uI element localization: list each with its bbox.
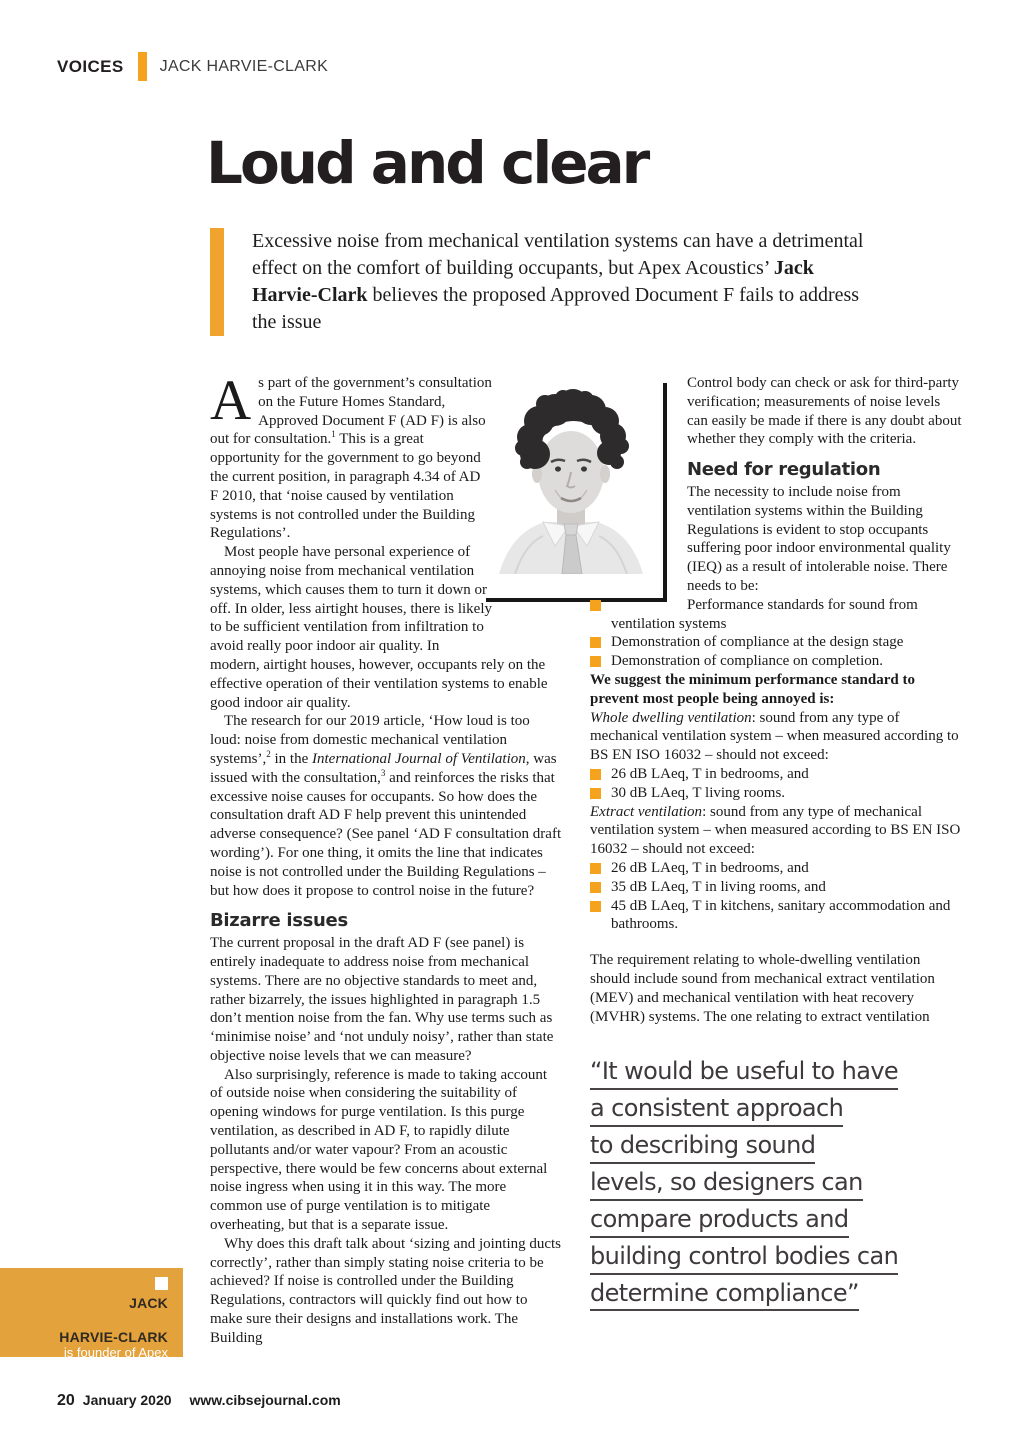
standfirst-author-bold: Jack Harvie-Clark: [252, 257, 814, 306]
issue-date: January 2020: [82, 1392, 172, 1408]
bullet-text: 26 dB LAeq, T in bedrooms, and: [611, 859, 809, 876]
paragraph-whole-dwelling: [590, 709, 962, 765]
header-author-name: JACK HARVIE-CLARK: [159, 57, 329, 75]
standfirst-text: [252, 228, 867, 336]
para3-text: and reinforces the risks that excessive noise causes for occupants. So how does the consultation draft AD F help prevent this unintended adverse consequence? (See panel ‘AD F consultation draft wording’). For one thing, it omits the line that indicates noise is not controlled under the Building Regulations – but how does it propose to control noise in the future?: [210, 769, 562, 899]
pull-quote-line: compare products and: [590, 1206, 849, 1238]
standfirst-part1: Excessive noise from mechanical ventilation systems can have a detrimental effect on the comfort of building occupants, but Apex Acoustics’: [252, 230, 864, 279]
author-box: [0, 1268, 183, 1375]
drop-cap: A: [210, 369, 252, 432]
term-whole-dwelling: Whole dwelling ventilation: [590, 709, 752, 726]
para3-text: , was issued with the consultation,: [210, 750, 557, 786]
footnote-marker-2: 2: [266, 748, 271, 759]
list-item: [590, 878, 962, 897]
bullet-square-icon: [590, 863, 601, 874]
right-column: [590, 374, 962, 1348]
pull-quote-line: “It would be useful to have: [590, 1058, 898, 1090]
whole-dwelling-text: : sound from any type of mechanical ventilation system – when measured according to BS EN ISO 16032 – should not exceed:: [590, 709, 959, 764]
standfirst: [210, 228, 870, 336]
para3-text: in the: [270, 750, 312, 767]
bullet-square-icon: [590, 901, 601, 912]
whole-dwelling-bullet-list: [590, 765, 962, 803]
white-square-icon: [155, 1277, 168, 1290]
page-header: [57, 52, 328, 81]
extract-text: : sound from any type of mechanical ventilation system – when measured according to BS EN ISO 16032 – should not exceed:: [590, 803, 961, 858]
author-name-line: JACK: [129, 1295, 168, 1311]
bullet-text: 30 dB LAeq, T living rooms.: [611, 784, 786, 801]
pull-quote-line: a consistent approach: [590, 1095, 843, 1127]
paragraph-requirement: The requirement relating to whole-dwelling ventilation should include sound from mechanical extract ventilation (MEV) and mechanical ventilation with heat recovery (MVHR) systems. The one relating to extract ventilation: [590, 952, 935, 1025]
list-item: [590, 765, 962, 784]
photo-wrap-spacer: [590, 374, 687, 604]
needs-bullet-list: [590, 596, 962, 671]
para1-text: s part of the government’s consultation on the Future Homes Standard, Approved Document F (AD F) is also out for consultation.: [210, 375, 492, 448]
bullet-text: 35 dB LAeq, T in living rooms, and: [611, 878, 826, 895]
list-item: [590, 633, 962, 652]
bullet-text: Demonstration of compliance on completion.: [611, 653, 884, 670]
photo-wrap-spacer: [492, 374, 562, 640]
paragraph-bold-intro: We suggest the minimum performance standard to prevent most people being annoyed is:: [590, 671, 915, 707]
bullet-square-icon: [590, 882, 601, 893]
author-name-line: HARVIE-CLARK: [59, 1329, 168, 1345]
journal-website: www.cibsejournal.com: [189, 1392, 341, 1408]
footnote-marker-1: 1: [331, 429, 336, 440]
bullet-text: Performance standards for sound from ventilation systems: [611, 596, 918, 632]
author-description-line: is founder of Apex: [63, 1345, 168, 1360]
extract-bullet-list: [590, 859, 962, 934]
paragraph: Why does this draft talk about ‘sizing and jointing ducts correctly’, rather than simply stating noise criteria to be achieved? If noise is controlled under the Building Regulations, contractors will quickly find out how to make sure their designs and installations work. The Building: [210, 1235, 562, 1346]
journal-title-italic: International Journal of Ventilation: [312, 750, 526, 767]
pull-quote-line: levels, so designers can: [590, 1169, 863, 1201]
article-title: Loud and clear: [206, 129, 648, 197]
page-number: 20: [57, 1392, 75, 1409]
standfirst-part2: believes the proposed Approved Document F fails to address the issue: [252, 284, 860, 333]
kicker-divider-bar: [138, 52, 147, 81]
pull-quote-line: building control bodies can: [590, 1243, 898, 1275]
list-item: [590, 652, 962, 671]
paragraph: Most people have personal experience of annoying noise from mechanical ventilation systems, which causes them to turn it down or off. In older, less airtight houses, there is likely to be sufficient ventilation from infiltration to avoid really poor indoor air quality. In modern, airtight houses, however, occupants rely on the effective operation of their ventilation systems to enable good indoor air quality.: [210, 544, 548, 711]
standfirst-accent-bar: [210, 228, 224, 336]
paragraph-continuation: Control body can check or ask for third-party verification; measurements of noise levels can easily be made if there is any doubt about whether they comply with the criteria.: [687, 375, 962, 448]
para1-text-cont: This is a great opportunity for the government to go beyond the current position, in paragraph 4.34 of AD F 2010, that ‘noise caused by ventilation systems is not controlled under the Building Regulations’.: [210, 431, 481, 542]
article-body: [210, 369, 962, 1348]
para3-text: The research for our 2019 article, ‘How loud is too loud: noise from domestic mechanical ventilation systems’,: [210, 713, 530, 767]
section-label: VOICES: [57, 56, 124, 76]
bullet-square-icon: [590, 637, 601, 648]
subheading-need-for-regulation: Need for regulation: [687, 459, 881, 481]
bullet-text: 45 dB LAeq, T in kitchens, sanitary accommodation and bathrooms.: [611, 897, 951, 933]
list-item: [590, 784, 962, 803]
pull-quote: [590, 1058, 962, 1311]
bullet-square-icon: [590, 788, 601, 799]
footnote-marker-3: 3: [380, 767, 386, 778]
page-footer: [57, 1392, 341, 1410]
paragraph: The necessity to include noise from ventilation systems within the Building Regulations is evident to stop occupants suffering poor indoor environmental quality (IEQ) as a result of intolerable noise. There needs to be:: [687, 483, 951, 594]
paragraph: [210, 712, 562, 900]
bullet-square-icon: [590, 769, 601, 780]
left-column: [210, 369, 562, 1348]
pull-quote-line: determine compliance”: [590, 1280, 859, 1312]
subheading-bizarre-issues: Bizarre issues: [210, 910, 348, 932]
bullet-square-icon: [590, 600, 601, 611]
list-item: [590, 596, 962, 634]
paragraph: Also surprisingly, reference is made to taking account of outside noise when considering the suitability of opening windows for purge ventilation. Is this purge ventilation, as described in AD F, to rapidly dilute pollutants and/or water vapour? From an acoustic perspective, there would be few concerns about external noise ingress when using it in this way. The more common use of purge ventilation is to mitigate overheating, but that is a separate issue.: [210, 1066, 548, 1234]
list-item: [590, 859, 962, 878]
bullet-text: 26 dB LAeq, T in bedrooms, and: [611, 765, 809, 782]
pull-quote-line: to describing sound: [590, 1132, 815, 1164]
bullet-square-icon: [590, 656, 601, 667]
term-extract-ventilation: Extract ventilation: [590, 803, 703, 820]
list-item: [590, 897, 962, 935]
bullet-text: Demonstration of compliance at the design stage: [611, 634, 904, 651]
author-description-line: Acoustics: [112, 1360, 168, 1375]
paragraph: The current proposal in the draft AD F (see panel) is entirely inadequate to address noise from mechanical systems. There are no objective standards to meet and, rather bizarrely, the issues highlighted in paragraph 1.5 don’t mention noise from the fan. Why use terms such as ‘minimise noise’ and ‘not unduly noisy’, rather than state objective noise levels that we can measure?: [210, 935, 554, 1064]
paragraph-extract: [590, 803, 962, 859]
